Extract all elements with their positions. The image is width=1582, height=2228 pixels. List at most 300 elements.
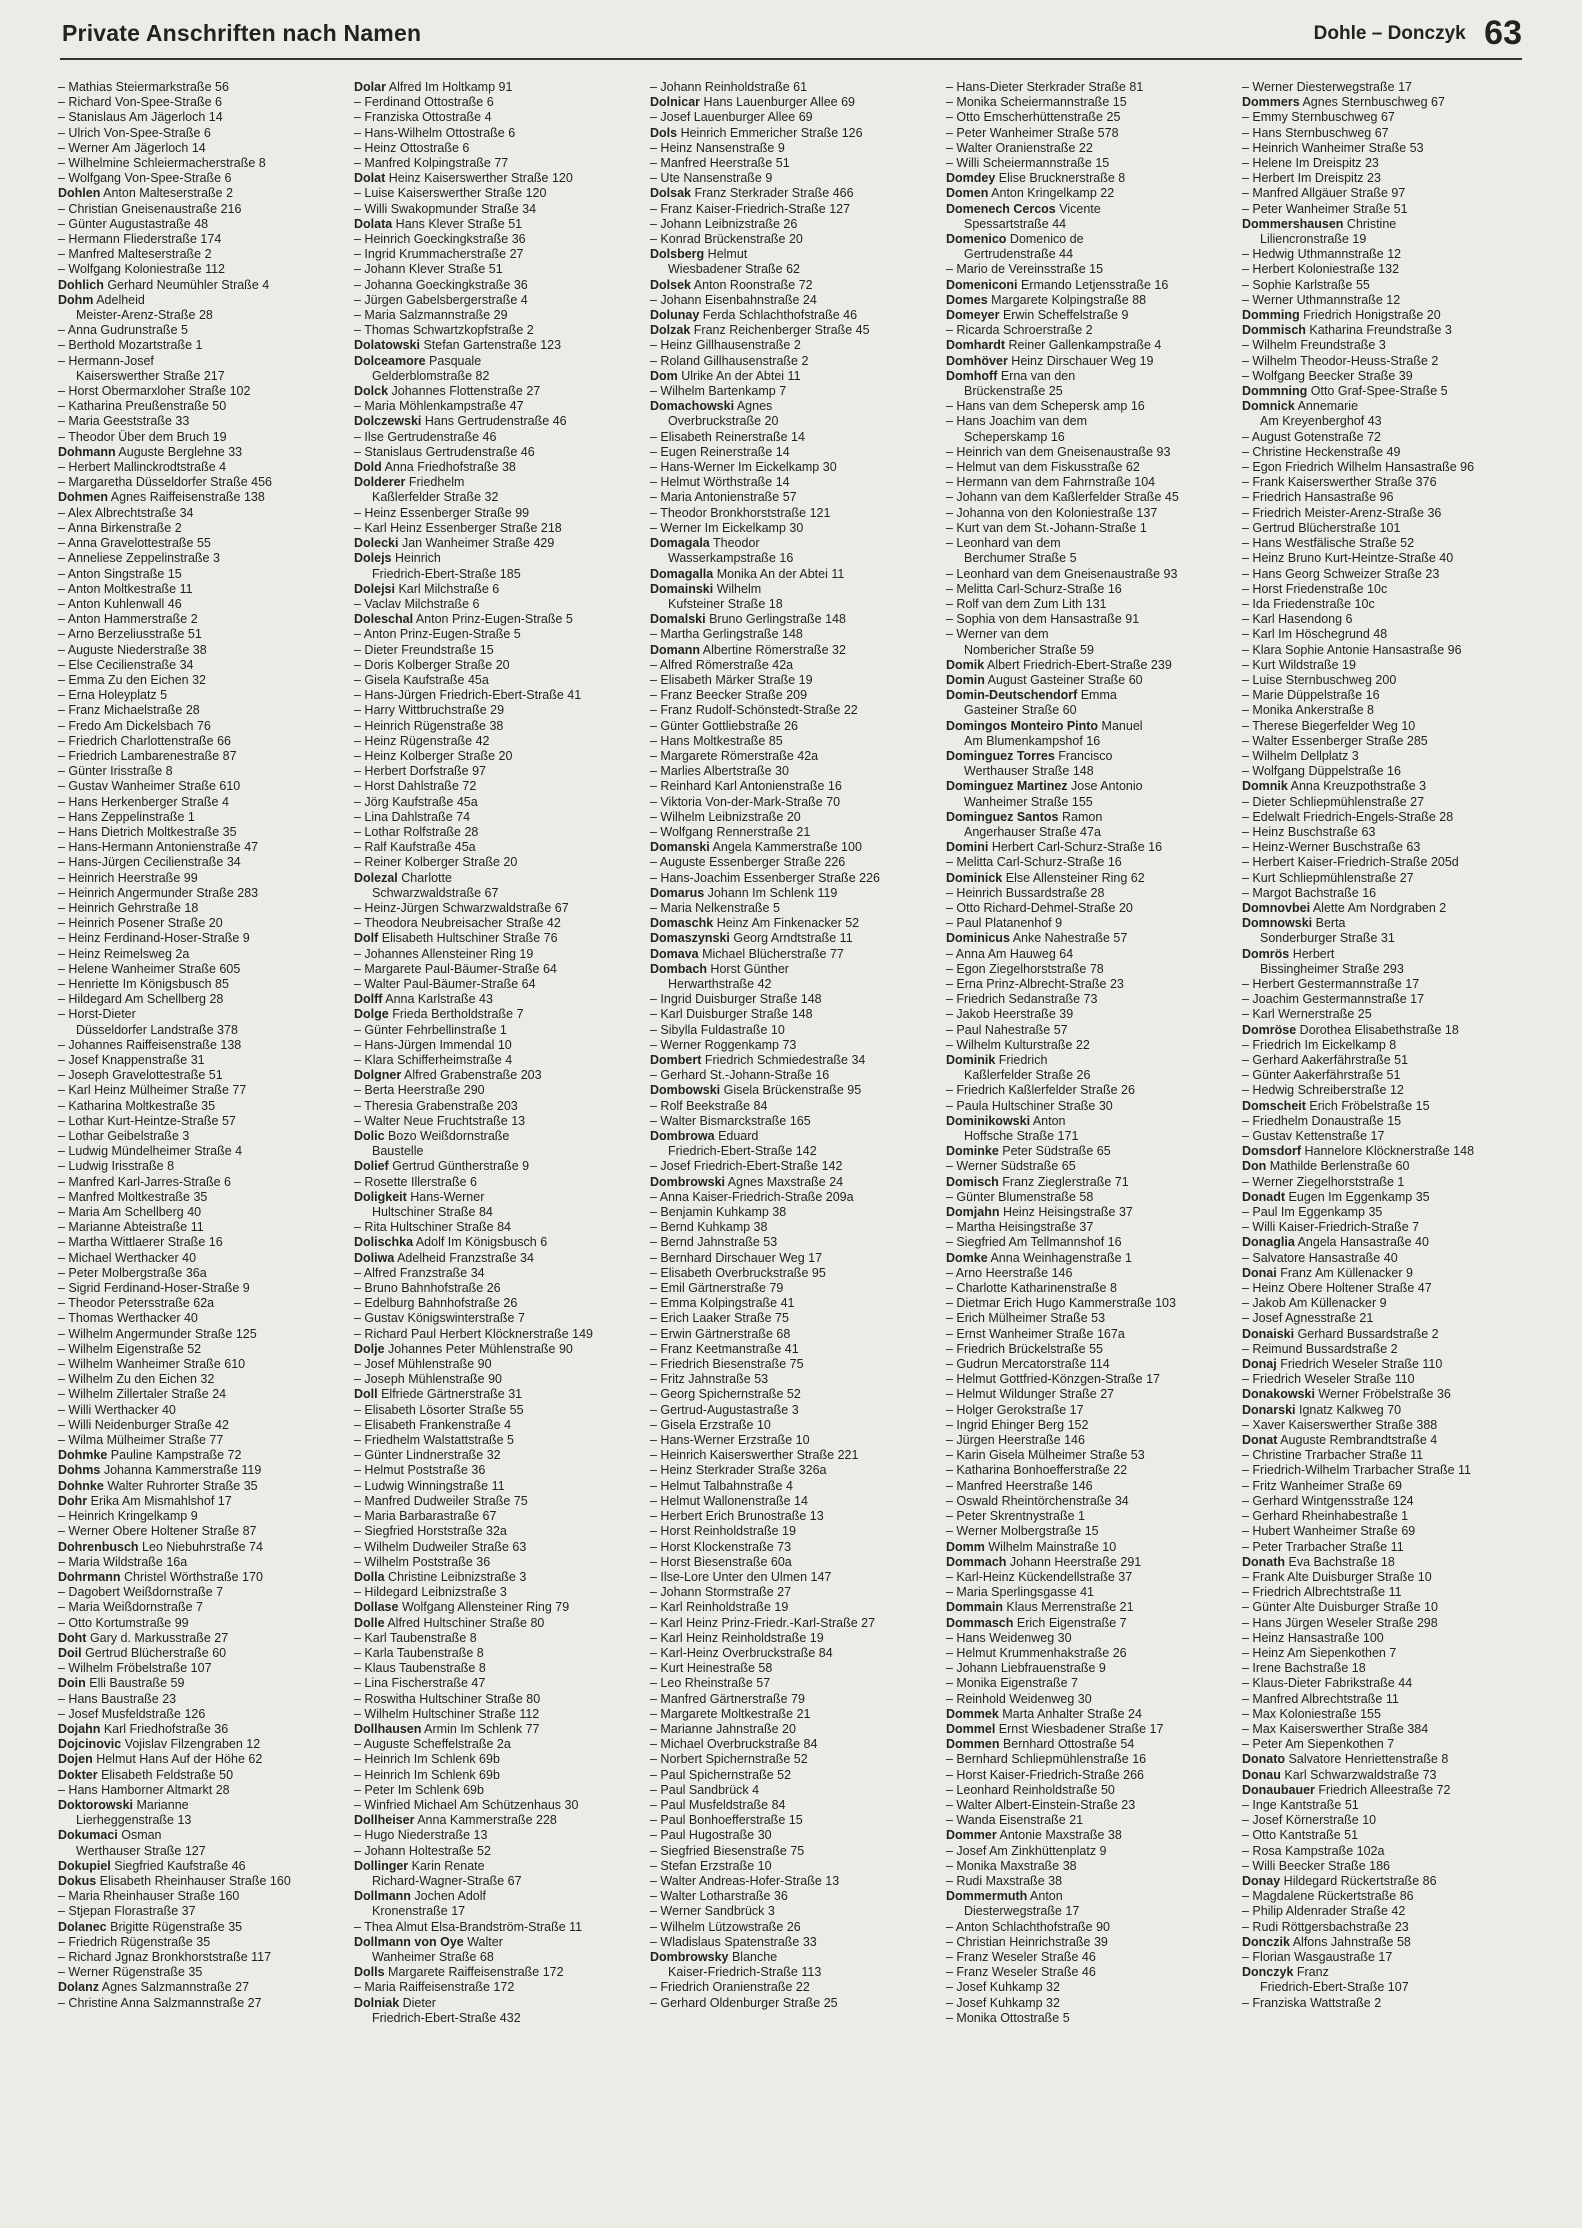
listing-entry (650, 369, 934, 384)
listing-entry (1242, 171, 1526, 186)
listing-entry (58, 338, 342, 353)
listing-entry (58, 1053, 342, 1068)
listing-entry (946, 126, 1230, 141)
entry-text: – Hans Sternbuschweg 67 (1242, 125, 1389, 140)
listing-entry (1242, 1144, 1526, 1159)
listing-entry (946, 278, 1230, 293)
listing-entry (650, 931, 934, 946)
entry-text: – Manfred Heerstraße 51 (650, 156, 790, 171)
entry-text: – Roswitha Hultschiner Straße 80 (354, 1691, 541, 1706)
entry-text: Auguste Berglehne 33 (115, 444, 243, 459)
entry-text: – Gustav Kettenstraße 17 (1242, 1129, 1385, 1144)
family-name: Domnick (1242, 399, 1295, 414)
listing-entry (650, 1281, 934, 1296)
entry-text: Adelheid Franzstraße 34 (394, 1250, 534, 1265)
listing-entry (650, 414, 934, 429)
entry-text: – Helmut Wildunger Straße 27 (946, 1387, 1115, 1402)
entry-text: – Henriette Im Königsbusch 85 (58, 976, 229, 991)
listing-entry (354, 1251, 638, 1266)
listing-entry (650, 1114, 934, 1129)
listing-entry (650, 354, 934, 369)
entry-text: – Franz Michaelstraße 28 (58, 703, 200, 718)
listing-entry (58, 293, 342, 308)
entry-text: – Viktoria Von-der-Mark-Straße 70 (650, 794, 841, 809)
family-name: Domming (1242, 308, 1300, 323)
listing-entry (58, 1661, 342, 1676)
listing-entry (650, 80, 934, 95)
listing-entry (354, 1220, 638, 1235)
entry-text: – Werner Rügenstraße 35 (58, 1965, 203, 1980)
entry-text: – Franz Weseler Straße 46 (946, 1965, 1096, 1980)
entry-text: – Max Kaiserswerther Straße 384 (1242, 1721, 1429, 1736)
listing-entry (354, 597, 638, 612)
listing-entry (650, 232, 934, 247)
entry-text: – Lothar Kurt-Heintze-Straße 57 (58, 1113, 236, 1128)
listing-entry (58, 1494, 342, 1509)
entry-text: – Oswald Rheintörchenstraße 34 (946, 1493, 1129, 1508)
entry-text: – Ingrid Krummacherstraße 27 (354, 247, 524, 262)
listing-entry (946, 1646, 1230, 1661)
family-name: Dominke (946, 1144, 999, 1159)
entry-text: Alfons Jahnstraße 58 (1289, 1934, 1411, 1949)
entry-text: – Auguste Essenberger Straße 226 (650, 855, 846, 870)
entry-text: – Florian Wasgaustraße 17 (1242, 1949, 1393, 1964)
listing-entry (1242, 643, 1526, 658)
entry-text: Friedrich Weseler Straße 110 (1276, 1357, 1443, 1372)
listing-entry (1242, 658, 1526, 673)
listing-entry (946, 1844, 1230, 1859)
entry-text: – Josef Friedrich-Ebert-Straße 142 (650, 1159, 843, 1174)
listing-entry (1242, 536, 1526, 551)
listing-entry (58, 399, 342, 414)
entry-text: – Inge Kantstraße 51 (1242, 1797, 1359, 1812)
listing-entry (58, 1159, 342, 1174)
listing-entry (650, 1722, 934, 1737)
listing-entry (946, 567, 1230, 582)
entry-text: Otto Graf-Spee-Straße 5 (1307, 384, 1448, 399)
entry-text: Jan Wanheimer Straße 429 (398, 536, 555, 551)
listing-entry (946, 445, 1230, 460)
listing-entry (354, 293, 638, 308)
entry-text: – Wanda Eisenstraße 21 (946, 1813, 1084, 1828)
family-name: Domava (650, 946, 699, 961)
listing-entry (1242, 1828, 1526, 1843)
listing-entry (1242, 1479, 1526, 1494)
family-name: Dollmann (354, 1889, 411, 1904)
listing-entry (650, 1737, 934, 1752)
listing-entry (946, 1433, 1230, 1448)
listing-entry (1242, 1342, 1526, 1357)
entry-text: – Otto Kortumstraße 99 (58, 1615, 189, 1630)
entry-text: – Paul Spichernstraße 52 (650, 1767, 792, 1782)
listing-entry (1242, 734, 1526, 749)
entry-text: Michael Blücherstraße 77 (698, 946, 844, 961)
entry-text: – Berthold Mozartstraße 1 (58, 338, 203, 353)
listing-entry (650, 1433, 934, 1448)
listing-entry (1242, 612, 1526, 627)
listing-entry (58, 1372, 342, 1387)
entry-text: Albert Friedrich-Ebert-Straße 239 (984, 657, 1172, 672)
family-name: Dojahn (58, 1721, 101, 1736)
listing-entry (354, 901, 638, 916)
entry-text: – Heinz Rügenstraße 42 (354, 733, 490, 748)
family-name: Dominguez Torres (946, 748, 1055, 763)
entry-text: – Anna Birkenstraße 2 (58, 520, 182, 535)
entry-text: – Josef Agnesstraße 21 (1242, 1311, 1374, 1326)
entry-text: August Gasteiner Straße 60 (984, 672, 1143, 687)
listing-entry (58, 1387, 342, 1402)
entry-text: Charlotte (397, 870, 452, 885)
entry-text: – Anna Kaiser-Friedrich-Straße 209a (650, 1189, 854, 1204)
listing-entry (650, 1798, 934, 1813)
entry-text: – Karl Taubenstraße 8 (354, 1630, 477, 1645)
entry-text: – Karl-Heinz Kückendellstraße 37 (946, 1569, 1133, 1584)
listing-entry (354, 186, 638, 201)
entry-text: – Sophie Karlstraße 55 (1242, 277, 1370, 292)
family-name: Dohlich (58, 277, 104, 292)
family-name: Domini (946, 840, 989, 855)
family-name: Dolic (354, 1129, 385, 1144)
family-name: Dolff (354, 992, 383, 1007)
family-name: Domhöver (946, 353, 1008, 368)
listing-entry (650, 901, 934, 916)
family-name: Domingos Monteiro Pinto (946, 718, 1099, 733)
listing-entry (650, 1099, 934, 1114)
listing-entry (354, 506, 638, 521)
entry-text: – Peter Skrentnystraße 1 (946, 1509, 1085, 1524)
listing-entry (354, 734, 638, 749)
entry-text: – Friedrich Im Eickelkamp 8 (1242, 1037, 1397, 1052)
listing-entry (1242, 992, 1526, 1007)
listing-entry (1242, 445, 1526, 460)
listing-entry (946, 202, 1230, 217)
listing-entry (650, 1965, 934, 1980)
family-name: Dolczewski (354, 414, 422, 429)
listing-entry (58, 795, 342, 810)
listing-entry (354, 126, 638, 141)
entry-text: Scheperskamp 16 (964, 429, 1065, 444)
entry-text: – Frank Alte Duisburger Straße 10 (1242, 1569, 1432, 1584)
entry-text: – Karl Heinz Mülheimer Straße 77 (58, 1083, 247, 1098)
listing-entry (650, 293, 934, 308)
entry-text: – Josef Mühlenstraße 90 (354, 1357, 492, 1372)
listing-entry (1242, 1053, 1526, 1068)
entry-text: – Monika Scheiermannstraße 15 (946, 95, 1127, 110)
entry-text: – Anton Hammerstraße 2 (58, 612, 198, 627)
listing-entry (946, 95, 1230, 110)
entry-text: – Paul Sandbrück 4 (650, 1782, 760, 1797)
entry-text: Agnes (734, 399, 773, 414)
listing-entry (58, 1920, 342, 1935)
listing-entry (58, 825, 342, 840)
entry-text: Herwarthstraße 42 (668, 976, 772, 991)
listing-entry (58, 871, 342, 886)
entry-text: – Hermann-Josef (58, 353, 154, 368)
listing-entry (354, 384, 638, 399)
entry-text: – Helmut van dem Fiskusstraße 62 (946, 460, 1140, 475)
listing-entry (1242, 931, 1526, 946)
listing-entry (354, 1403, 638, 1418)
entry-text: – Heinrich Gehrstraße 18 (58, 900, 199, 915)
listing-entry (354, 1798, 638, 1813)
listing-entry (354, 414, 638, 429)
listing-entry (650, 1828, 934, 1843)
listing-entry (946, 1281, 1230, 1296)
family-name: Dolderer (354, 475, 406, 490)
listing-entry (354, 673, 638, 688)
entry-text: Anton Prinz-Eugen-Straße 5 (413, 612, 573, 627)
listing-entry (946, 1798, 1230, 1813)
listing-entry (1242, 1904, 1526, 1919)
listing-entry (58, 1737, 342, 1752)
listing-entry (1242, 1555, 1526, 1570)
listing-entry (354, 840, 638, 855)
entry-text: Albertine Römerstraße 32 (700, 642, 846, 657)
listing-entry (946, 1996, 1230, 2011)
family-name: Doil (58, 1645, 82, 1660)
entry-text: Johannes Peter Mühlenstraße 90 (384, 1341, 573, 1356)
entry-text: – Lina Dahlstraße 74 (354, 809, 471, 824)
entry-text: – Walter Bismarckstraße 165 (650, 1113, 811, 1128)
family-name: Dommershausen (1242, 216, 1344, 231)
entry-text: Angela Kammerstraße 100 (709, 840, 862, 855)
entry-text: – Herbert Erich Brunostraße 13 (650, 1509, 824, 1524)
family-name: Doktorowski (58, 1797, 134, 1812)
family-name: Domalski (650, 612, 706, 627)
entry-text: – Dieter Schliepmühlenstraße 27 (1242, 794, 1425, 809)
entry-text: – Gerhard Aakerfährstraße 51 (1242, 1053, 1409, 1067)
entry-text: Wanheimer Straße 155 (964, 794, 1093, 809)
listing-entry (1242, 1418, 1526, 1433)
entry-text: Ferda Schlachthofstraße 46 (699, 308, 858, 323)
listing-entry (354, 1950, 638, 1965)
listing-entry (946, 1479, 1230, 1494)
entry-text: – Friedrich Rügenstraße 35 (58, 1934, 211, 1949)
entry-text: Elisabeth Hultschiner Straße 76 (378, 931, 558, 946)
entry-text: – Hans Zeppelinstraße 1 (58, 809, 195, 824)
entry-text: – Joseph Gravelottestraße 51 (58, 1068, 223, 1083)
entry-text: – Hermann Fliederstraße 174 (58, 232, 222, 247)
family-name: Dokter (58, 1767, 98, 1782)
column-5 (1242, 80, 1526, 2200)
entry-text: – Helmut Wörthstraße 14 (650, 475, 790, 490)
entry-text: – Johann Liebfrauenstraße 9 (946, 1661, 1106, 1676)
entry-text: – Harry Wittbruchstraße 29 (354, 703, 505, 718)
entry-text: – Heinrich Im Schlenk 69b (354, 1767, 500, 1782)
listing-entry (1242, 308, 1526, 323)
family-name: Dolniak (354, 1995, 400, 2010)
entry-text: Anna Weinhagenstraße 1 (987, 1250, 1132, 1265)
listing-entry (58, 1190, 342, 1205)
entry-text: – Stjepan Florastraße 37 (58, 1904, 196, 1919)
entry-text: Wasserkampstraße 16 (668, 551, 794, 566)
listing-entry (354, 1889, 638, 1904)
listing-entry (650, 460, 934, 475)
column-2 (354, 80, 638, 2200)
listing-entry (58, 1980, 342, 1995)
listing-entry (1242, 597, 1526, 612)
listing-entry (946, 1159, 1230, 1174)
entry-text: Bernhard Ottostraße 54 (999, 1737, 1135, 1752)
listing-entry (354, 1585, 638, 1600)
family-name: Dollmann von Oye (354, 1934, 464, 1949)
listing-entry (354, 825, 638, 840)
listing-entry (650, 490, 934, 505)
listing-entry (650, 1251, 934, 1266)
listing-entry (58, 1600, 342, 1615)
listing-entry (354, 1235, 638, 1250)
listing-entry (946, 1220, 1230, 1235)
family-name: Dommach (946, 1554, 1007, 1569)
entry-text: Pauline Kampstraße 72 (107, 1448, 242, 1463)
listing-entry (650, 764, 934, 779)
entry-text: – Wolfgang Düppelstraße 16 (1242, 764, 1401, 779)
entry-text: – Walter Albert-Einstein-Straße 23 (946, 1797, 1136, 1812)
listing-entry (354, 1600, 638, 1615)
entry-text: – Heinz Obere Holtener Straße 47 (1242, 1281, 1432, 1296)
entry-text: – Holger Gerokstraße 17 (946, 1402, 1084, 1417)
listing-entry (650, 141, 934, 156)
listing-entry (354, 110, 638, 125)
listing-entry (58, 171, 342, 186)
listing-entry (1242, 582, 1526, 597)
entry-text: – Hans Jürgen Weseler Straße 298 (1242, 1615, 1438, 1630)
listing-entry (650, 1038, 934, 1053)
listing-entry (946, 643, 1230, 658)
entry-text: – Werner Roggenkamp 73 (650, 1037, 797, 1052)
family-name: Dolle (354, 1615, 385, 1630)
entry-text: – Willi Werthacker 40 (58, 1402, 176, 1417)
listing-entry (650, 1159, 934, 1174)
listing-entry (1242, 627, 1526, 642)
entry-text: – Sigrid Ferdinand-Hoser-Straße 9 (58, 1281, 250, 1296)
listing-entry (1242, 186, 1526, 201)
listing-entry (650, 1600, 934, 1615)
family-name: Dohrmann (58, 1569, 121, 1584)
listing-entry (58, 886, 342, 901)
family-name: Domeniconi (946, 277, 1018, 292)
entry-text: Overbruckstraße 20 (668, 414, 779, 429)
listing-entry (946, 931, 1230, 946)
listing-entry (1242, 688, 1526, 703)
listing-entry (946, 430, 1230, 445)
entry-text: – Ralf Kaufstraße 45a (354, 840, 476, 855)
entry-text: Erwin Scheffelstraße 9 (999, 308, 1129, 323)
entry-text: Herbert (1289, 946, 1335, 961)
listing-entry (354, 141, 638, 156)
entry-text: – Jakob Heerstraße 39 (946, 1007, 1074, 1022)
entry-text: Agnes Salzmannstraße 27 (98, 1980, 250, 1995)
entry-text: Anton Kringelkamp 22 (988, 186, 1115, 201)
entry-text: – Hildegard Leibnizstraße 3 (354, 1585, 507, 1600)
family-name: Dolecki (354, 536, 399, 551)
entry-text: Friedrich Honigstraße 20 (1299, 308, 1441, 323)
family-name: Dolejsi (354, 581, 395, 596)
entry-text: Karl Schwarzwaldstraße 73 (1280, 1767, 1437, 1782)
entry-text: – Karl Duisburger Straße 148 (650, 1007, 813, 1022)
listing-entry (354, 80, 638, 95)
entry-text: Wolfgang Allensteiner Ring 79 (398, 1600, 570, 1615)
entry-text: – Rolf Beekstraße 84 (650, 1098, 768, 1113)
listing-entry (354, 1616, 638, 1631)
listing-entry (650, 1007, 934, 1022)
listing-entry (58, 1783, 342, 1798)
listing-entry (650, 1646, 934, 1661)
entry-text: – Reimund Bussardstraße 2 (1242, 1341, 1398, 1356)
listing-entry (650, 1555, 934, 1570)
entry-text: – Richard Paul Herbert Klöcknerstraße 149 (354, 1326, 594, 1341)
entry-text: – Stefan Erzstraße 10 (650, 1858, 772, 1873)
listing-entry (58, 551, 342, 566)
listing-entry (58, 1676, 342, 1691)
listing-entry (354, 278, 638, 293)
listing-entry (58, 1129, 342, 1144)
listing-entry (1242, 80, 1526, 95)
family-name: Domscheit (1242, 1098, 1306, 1113)
entry-text: Annemarie (1294, 399, 1359, 414)
listing-entry (354, 247, 638, 262)
listing-entry (650, 110, 934, 125)
entry-text: – Anton Prinz-Eugen-Straße 5 (354, 627, 521, 642)
entry-text: – Wilhelm Leibnizstraße 20 (650, 809, 801, 824)
listing-entry (58, 658, 342, 673)
entry-text: – Günter Blumenstraße 58 (946, 1189, 1094, 1204)
listing-entry (1242, 490, 1526, 505)
family-name: Doll (354, 1387, 378, 1402)
listing-entry (946, 1403, 1230, 1418)
family-name: Donau (1242, 1767, 1281, 1782)
listing-entry (354, 1266, 638, 1281)
entry-text: – Werner Sandbrück 3 (650, 1904, 775, 1919)
family-name: Donato (1242, 1752, 1286, 1767)
family-name: Domachowski (650, 399, 735, 414)
family-name: Domnowski (1242, 916, 1313, 931)
listing-entry (354, 338, 638, 353)
listing-entry (946, 354, 1230, 369)
listing-entry (946, 1448, 1230, 1463)
entry-text: – Helene Im Dreispitz 23 (1242, 156, 1379, 171)
entry-text: – Theresia Grabenstraße 203 (354, 1098, 518, 1113)
entry-text: – Anneliese Zeppelinstraße 3 (58, 551, 220, 566)
family-name: Dolat (354, 171, 386, 186)
listing-entry (354, 536, 638, 551)
entry-text: Johann Im Schlenk 119 (704, 885, 838, 900)
listing-entry (650, 1935, 934, 1950)
entry-text: Kufsteiner Straße 18 (668, 596, 783, 611)
listing-entry (354, 1904, 638, 1919)
entry-text: – Klara Schifferheimstraße 4 (354, 1053, 513, 1067)
listing-entry (1242, 1661, 1526, 1676)
family-name: Dokumaci (58, 1828, 118, 1843)
listing-entry (354, 1920, 638, 1935)
entry-text: Gerhard Bussardstraße 2 (1294, 1326, 1439, 1341)
entry-text: Peter Südstraße 65 (998, 1144, 1111, 1159)
entry-text: – Rosa Kampstraße 102a (1242, 1843, 1385, 1858)
entry-text: Heinz Heisingstraße 37 (999, 1205, 1133, 1220)
listing-entry (1242, 825, 1526, 840)
entry-text: – Johann Eisenbahnstraße 24 (650, 292, 817, 307)
entry-text: Anna Friedhofstraße 38 (381, 460, 516, 475)
entry-text: Pasquale (425, 353, 482, 368)
family-name: Domin (946, 672, 985, 687)
entry-text: – Johann Holtestraße 52 (354, 1843, 491, 1858)
listing-entry (354, 460, 638, 475)
entry-text: Ermando Letjensstraße 16 (1017, 277, 1169, 292)
entry-text: Johanna Kammerstraße 119 (100, 1463, 262, 1478)
listing-entry (354, 719, 638, 734)
listing-entry (58, 262, 342, 277)
listing-entry (58, 1631, 342, 1646)
